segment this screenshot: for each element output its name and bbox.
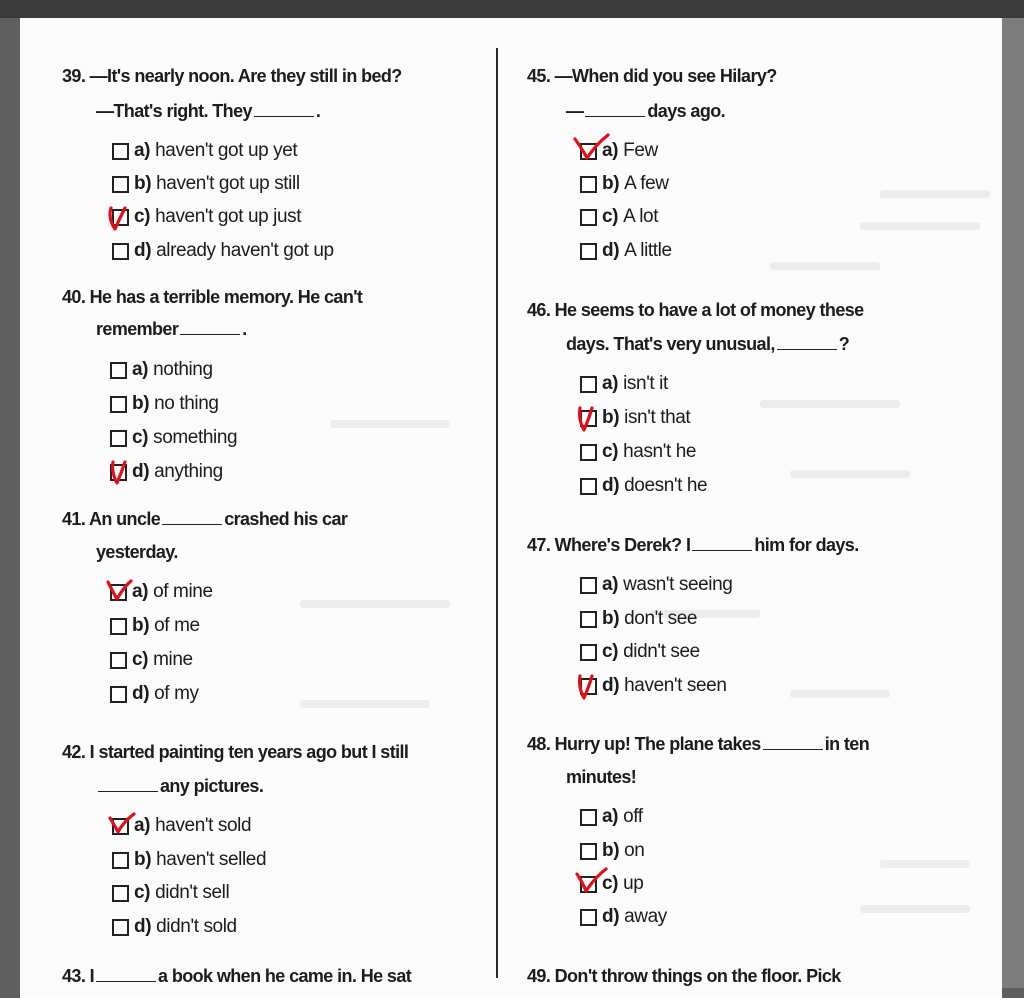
option-d[interactable]: [580, 906, 667, 928]
option-c[interactable]: [580, 641, 700, 663]
option-key: a): [134, 815, 151, 836]
option-key: b): [602, 840, 620, 861]
option-text: Few: [623, 140, 658, 161]
question-line: An uncle: [88, 509, 161, 529]
question-line: —It's nearly noon. Are they still in bed?: [89, 66, 402, 86]
question-line: —: [566, 101, 584, 121]
checkbox[interactable]: [580, 410, 597, 427]
option-text: haven't got up just: [155, 206, 302, 227]
option-text: didn't sold: [156, 916, 237, 937]
checkbox[interactable]: [580, 376, 597, 393]
question-line: minutes!: [566, 767, 637, 787]
answer-blank: [96, 967, 156, 982]
question-line: Where's Derek? I: [554, 535, 691, 555]
checkbox[interactable]: [112, 919, 129, 936]
option-c[interactable]: [580, 441, 696, 463]
option-key: a): [132, 359, 149, 380]
checkbox[interactable]: [110, 464, 127, 481]
option-text: haven't sold: [155, 815, 252, 836]
question-line: any pictures.: [160, 776, 264, 796]
option-d[interactable]: [580, 240, 672, 262]
option-text: already haven't got up: [156, 240, 334, 261]
option-key: d): [132, 683, 150, 704]
answer-blank: [585, 102, 645, 117]
option-c[interactable]: [112, 206, 301, 228]
option-key: b): [134, 849, 152, 870]
question-line: days. That's very unusual,: [566, 334, 775, 354]
question-line: Hurry up! The plane takes: [554, 734, 761, 754]
option-key: c): [602, 441, 619, 462]
checkbox[interactable]: [580, 577, 597, 594]
option-text: haven't seen: [624, 675, 727, 696]
option-key: d): [602, 475, 620, 496]
answer-blank: [777, 335, 837, 350]
option-key: c): [134, 882, 151, 903]
option-text: A little: [624, 240, 672, 261]
option-text: hasn't he: [623, 441, 697, 462]
question-line: crashed his car: [224, 509, 348, 529]
question-number: 43.: [62, 966, 86, 986]
question-line: remember: [96, 319, 179, 339]
option-b[interactable]: [580, 407, 690, 429]
question-punct: ?: [838, 334, 850, 354]
option-d[interactable]: [112, 240, 334, 262]
question-number: 39.: [62, 66, 86, 86]
checkbox[interactable]: [110, 584, 127, 601]
checkbox[interactable]: [580, 909, 597, 926]
answer-blank: [763, 735, 823, 750]
option-key: c): [602, 206, 619, 227]
question-punct: .: [315, 101, 321, 121]
question-number: 47.: [527, 535, 551, 555]
question-line: —When did you see Hilary?: [554, 66, 777, 86]
option-key: c): [602, 873, 619, 894]
option-text: didn't see: [623, 641, 700, 662]
option-text: didn't sell: [155, 882, 230, 903]
option-text: of mine: [153, 581, 213, 602]
checkbox[interactable]: [112, 176, 129, 193]
answer-blank: [98, 777, 158, 792]
question-number: 49.: [527, 966, 551, 986]
question-number: 46.: [527, 300, 551, 320]
checkbox[interactable]: [580, 143, 597, 160]
checkbox[interactable]: [110, 396, 127, 413]
option-c[interactable]: [110, 649, 193, 671]
option-text: A lot: [623, 206, 659, 227]
option-d[interactable]: [110, 461, 223, 483]
option-text: nothing: [153, 359, 213, 380]
question-number: 40.: [62, 287, 86, 307]
answer-blank: [692, 536, 752, 551]
option-a[interactable]: [580, 574, 732, 596]
option-text: anything: [154, 461, 223, 482]
question-line: him for days.: [754, 535, 859, 555]
option-text: mine: [153, 649, 193, 670]
option-b[interactable]: [580, 840, 644, 862]
checkbox[interactable]: [112, 243, 129, 260]
answer-blank: [180, 320, 240, 335]
question-line: a book when he came in. He sat: [158, 966, 412, 986]
option-a[interactable]: [110, 359, 213, 381]
question-number: 42.: [62, 742, 86, 762]
checkbox[interactable]: [580, 611, 597, 628]
option-key: a): [134, 140, 151, 161]
option-c[interactable]: [580, 873, 643, 895]
option-text: wasn't seeing: [623, 574, 733, 595]
checkbox[interactable]: [110, 430, 127, 447]
question-punct: .: [242, 319, 247, 339]
option-text: away: [624, 906, 667, 927]
option-key: d): [602, 906, 620, 927]
viewer-right-edge: [1002, 18, 1024, 988]
question-line: —That's right. They: [96, 101, 252, 121]
option-a[interactable]: [580, 806, 643, 828]
option-key: a): [132, 581, 149, 602]
checkbox[interactable]: [580, 843, 597, 860]
checkbox[interactable]: [580, 876, 597, 893]
option-c[interactable]: [110, 427, 237, 449]
option-key: d): [602, 240, 620, 261]
option-key: c): [132, 427, 149, 448]
option-a[interactable]: [112, 815, 251, 837]
option-key: d): [602, 675, 620, 696]
question-line: days ago.: [647, 101, 726, 121]
option-key: b): [132, 615, 150, 636]
question-number: 45.: [527, 66, 551, 86]
option-key: c): [132, 649, 149, 670]
option-text: on: [624, 840, 645, 861]
option-text: haven't got up yet: [155, 140, 298, 161]
question-line: I started painting ten years ago but I still: [89, 742, 409, 762]
option-b[interactable]: [110, 393, 219, 415]
option-text: isn't it: [623, 373, 668, 394]
option-d[interactable]: [112, 916, 237, 938]
option-key: a): [602, 574, 619, 595]
option-a[interactable]: [112, 140, 297, 162]
checkbox[interactable]: [580, 478, 597, 495]
option-key: c): [602, 641, 619, 662]
option-text: of my: [154, 683, 199, 704]
option-text: something: [153, 427, 238, 448]
option-key: b): [132, 393, 150, 414]
checkbox[interactable]: [580, 678, 597, 695]
checkbox[interactable]: [580, 644, 597, 661]
checkbox[interactable]: [580, 243, 597, 260]
option-text: no thing: [154, 393, 219, 414]
option-key: b): [602, 407, 620, 428]
option-key: d): [134, 240, 152, 261]
option-b[interactable]: [110, 615, 200, 637]
checkbox[interactable]: [112, 852, 129, 869]
checkbox[interactable]: [580, 209, 597, 226]
option-text: up: [623, 873, 644, 894]
option-b[interactable]: [112, 849, 266, 871]
column-divider: [496, 48, 498, 978]
option-text: haven't selled: [156, 849, 267, 870]
option-key: d): [132, 461, 150, 482]
option-b[interactable]: [112, 173, 300, 195]
checkbox[interactable]: [110, 618, 127, 635]
option-key: a): [602, 373, 619, 394]
checkbox[interactable]: [110, 652, 127, 669]
option-c[interactable]: [580, 206, 658, 228]
checkbox[interactable]: [110, 362, 127, 379]
option-d[interactable]: [580, 475, 707, 497]
option-key: c): [134, 206, 151, 227]
option-text: A few: [624, 173, 669, 194]
question-line: yesterday.: [96, 542, 178, 562]
checkbox[interactable]: [580, 809, 597, 826]
option-text: haven't got up still: [156, 173, 300, 194]
option-b[interactable]: [580, 608, 697, 630]
option-key: a): [602, 806, 619, 827]
option-a[interactable]: [110, 581, 213, 603]
question-line: He seems to have a lot of money these: [554, 300, 864, 320]
option-text: don't see: [624, 608, 698, 629]
option-a[interactable]: [580, 373, 668, 395]
viewer-top-bar: [0, 0, 1024, 18]
question-line: Don't throw things on the floor. Pick: [554, 966, 841, 986]
checkbox[interactable]: [112, 818, 129, 835]
question-line: I: [89, 966, 95, 986]
checkbox[interactable]: [112, 209, 129, 226]
question-number: 41.: [62, 509, 86, 529]
answer-blank: [254, 102, 314, 117]
checkbox[interactable]: [112, 885, 129, 902]
option-text: isn't that: [624, 407, 691, 428]
checkbox[interactable]: [110, 686, 127, 703]
option-d[interactable]: [580, 675, 727, 697]
checkbox[interactable]: [580, 176, 597, 193]
option-text: off: [623, 806, 643, 827]
option-text: doesn't he: [624, 475, 708, 496]
option-key: a): [602, 140, 619, 161]
option-key: d): [134, 916, 152, 937]
checkbox[interactable]: [112, 143, 129, 160]
option-key: b): [602, 173, 620, 194]
option-a[interactable]: [580, 140, 658, 162]
option-c[interactable]: [112, 882, 229, 904]
option-key: b): [134, 173, 152, 194]
answer-blank: [162, 510, 222, 525]
question-line: in ten: [824, 734, 870, 754]
option-key: b): [602, 608, 620, 629]
question-line: He has a terrible memory. He can't: [89, 287, 363, 307]
option-d[interactable]: [110, 683, 199, 705]
checkbox[interactable]: [580, 444, 597, 461]
option-b[interactable]: [580, 173, 669, 195]
option-text: of me: [154, 615, 200, 636]
question-number: 48.: [527, 734, 551, 754]
